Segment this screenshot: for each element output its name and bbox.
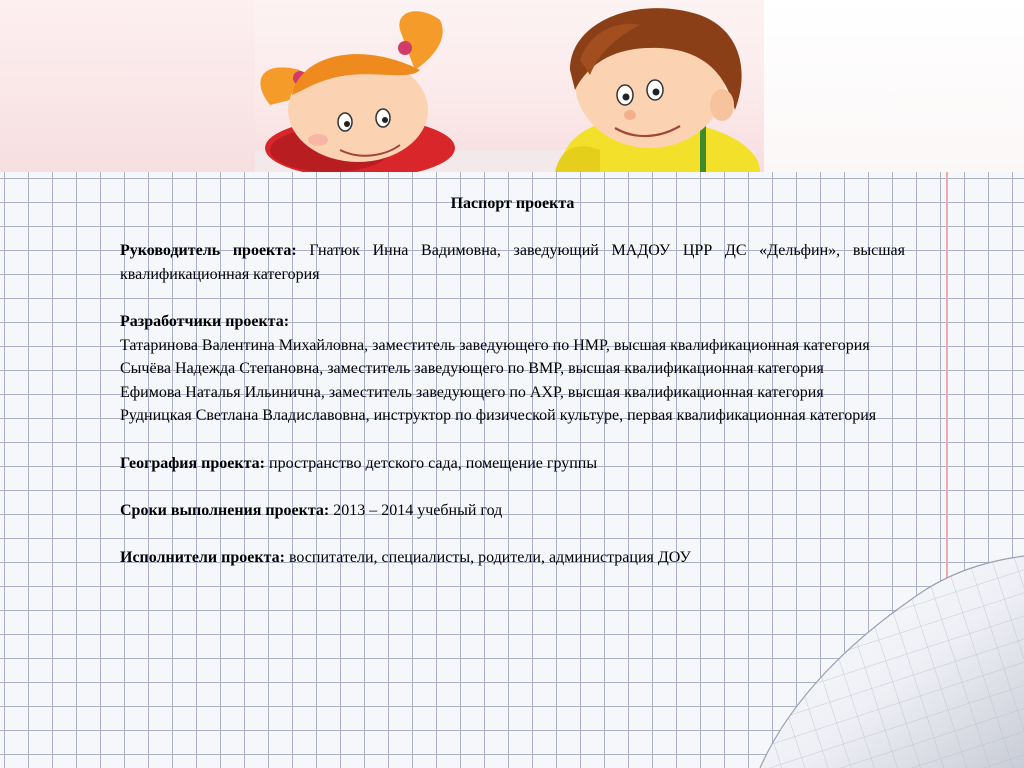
developer-item: Рудницкая Светлана Владиславовна, инструктор по физической культуре, первая квалификационная категория [120, 407, 877, 425]
leader-label: Руководитель проекта: [120, 242, 297, 260]
developer-item: Татаринова Валентина Михайловна, заместитель заведующего по НМР, высшая квалификационная категория [120, 336, 870, 354]
leader-text: Гнатюк Инна Вадимовна, заведующий МАДОУ ЦРР ДС «Дельфин», высшая квалификационная категория [120, 242, 906, 283]
timeline-label: Сроки выполнения проекта: [120, 501, 330, 519]
leader-paragraph [120, 239, 905, 286]
project-passport [120, 192, 905, 570]
geography-text: пространство детского сада, помещение группы [269, 454, 598, 472]
geography-paragraph [120, 452, 905, 476]
developers-label-line [120, 310, 905, 334]
geography-label: География проекта: [120, 454, 265, 472]
developers-label: Разработчики проекта: [120, 312, 290, 330]
developer-item: Сычёва Надежда Степановна, заместитель заведующего по ВМР, высшая квалификационная категория [120, 360, 824, 378]
executors-paragraph [120, 546, 905, 570]
timeline-paragraph [120, 499, 905, 523]
page-title: Паспорт проекта [450, 195, 575, 212]
timeline-text: 2013 – 2014 учебный год [333, 501, 503, 519]
developer-item: Ефимова Наталья Ильинична, заместитель заведующего по АХР, высшая квалификационная категория [120, 383, 824, 401]
executors-label: Исполнители проекта: [120, 548, 285, 566]
executors-text: воспитатели, специалисты, родители, администрация ДОУ [288, 548, 691, 566]
